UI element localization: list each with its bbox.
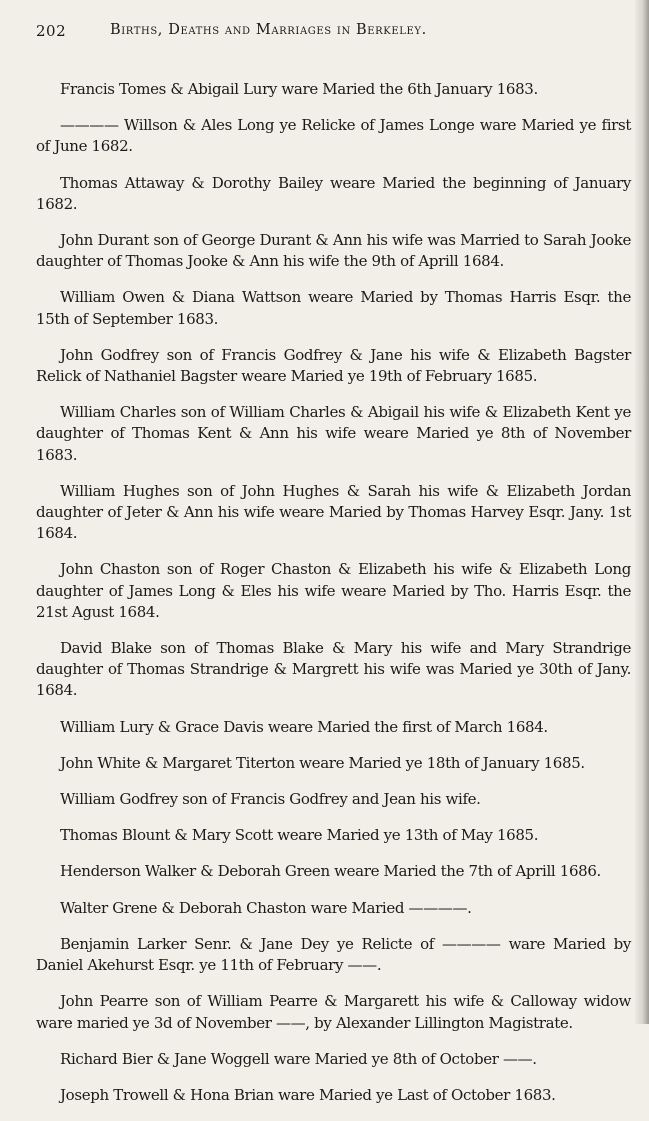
- running-head: Births, Deaths and Marriages in Berkeley.: [110, 22, 427, 38]
- page-edge-shadow: [635, 0, 649, 1024]
- marriage-entry: Henderson Walker & Deborah Green weare Maried the 7th of Aprill 1686.: [60, 862, 601, 881]
- marriage-entry: Richard Bier & Jane Woggell ware Maried ye 8th of October ——.: [60, 1049, 537, 1068]
- marriage-entry: William Owen & Diana Wattson weare Maried by Thomas Harris Esqr. the 15th of September 1683.: [36, 288, 631, 328]
- marriage-entry: William Godfrey son of Francis Godfrey and Jean his wife.: [60, 790, 481, 809]
- marriage-entry: John White & Margaret Titerton weare Maried ye 18th of January 1685.: [60, 753, 585, 772]
- marriage-entry: Benjamin Larker Senr. & Jane Dey ye Relicte of ———— ware Maried by Daniel Akehurst Esqr. ye 11th of February ——.: [36, 934, 631, 975]
- marriage-entry: John Durant son of George Durant & Ann his wife was Married to Sarah Jooke daughter of Thomas Jooke & Ann his wife the 9th of Aprill 1684.: [36, 231, 631, 271]
- marriage-entry: David Blake son of Thomas Blake & Mary his wife and Mary Strandrige daughter of Thomas Strandrige & Margrett his wife was Maried ye 30th of Jany. 1684.: [36, 639, 631, 700]
- marriage-entry: William Charles son of William Charles & Abigail his wife & Elizabeth Kent ye daughter of Thomas Kent & Ann his wife weare Maried ye 8th of November 1683.: [36, 403, 631, 464]
- marriage-entry: William Hughes son of John Hughes & Sarah his wife & Elizabeth Jordan daughter of Jeter & Ann his wife weare Maried by Thomas Harvey Esqr. Jany. 1st 1684.: [36, 481, 631, 543]
- marriage-entry: John Chaston son of Roger Chaston & Elizabeth his wife & Elizabeth Long daughter of James Long & Eles his wife weare Maried by Tho. Harris Esqr. the 21st Agust 1684.: [36, 560, 631, 621]
- marriage-entry: Walter Grene & Deborah Chaston ware Maried ————.: [60, 898, 472, 917]
- page-header: [36, 22, 596, 44]
- marriage-entry: Thomas Blount & Mary Scott weare Maried ye 13th of May 1685.: [60, 826, 539, 845]
- marriage-entry: Thomas Attaway & Dorothy Bailey weare Maried the beginning of January 1682.: [36, 173, 631, 213]
- marriage-entry: John Pearre son of William Pearre & Margarett his wife & Calloway widow ware maried ye 3d of November ——, by Alexander Lillington Magistrate.: [36, 992, 631, 1032]
- marriage-records: [36, 64, 631, 1121]
- marriage-entry: William Lury & Grace Davis weare Maried the first of March 1684.: [60, 717, 548, 736]
- marriage-entry: John Godfrey son of Francis Godfrey & Jane his wife & Elizabeth Bagster Relick of Nathaniel Bagster weare Maried ye 19th of February 1685.: [36, 345, 631, 386]
- marriage-entry: Francis Tomes & Abigail Lury ware Maried the 6th January 1683.: [60, 80, 538, 98]
- marriage-entry: Joseph Trowell & Hona Brian ware Maried ye Last of October 1683.: [60, 1085, 556, 1104]
- marriage-entry: ———— Willson & Ales Long ye Relicke of James Longe ware Maried ye first of June 1682.: [36, 116, 631, 156]
- page-number: 202: [36, 22, 67, 40]
